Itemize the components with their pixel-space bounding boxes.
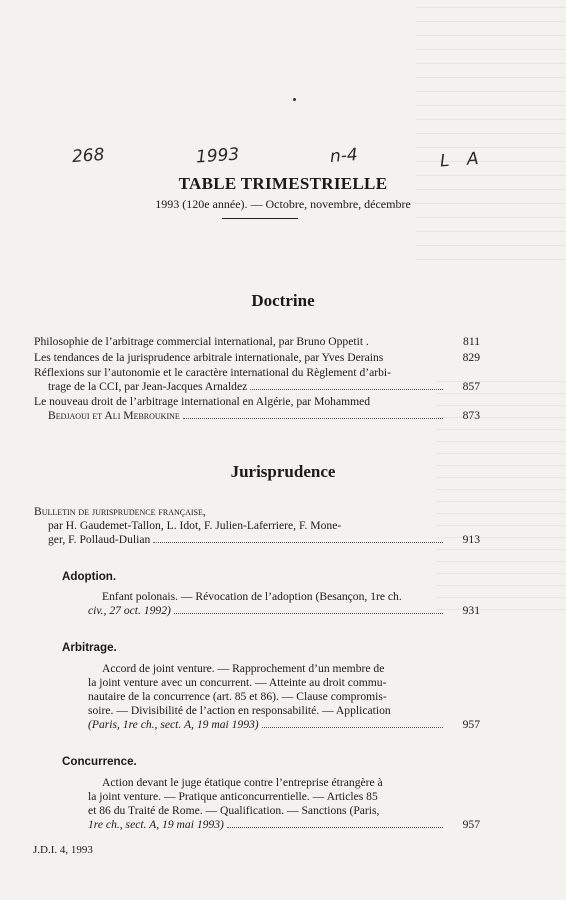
- subsection-heading-arbitrage: Arbitrage.: [62, 641, 117, 654]
- entry-text-line1: Réflexions sur l’autonomie et le caractère international du Règlement d’arbi-: [34, 366, 392, 379]
- page-number: 811: [463, 335, 480, 348]
- entry-text: Philosophie de l’arbitrage commercial international, par Bruno Oppetit .: [34, 335, 369, 348]
- entry-text-line2: civ., 27 oct. 1992): [88, 604, 171, 617]
- bleed-through-top: [416, 0, 566, 260]
- entry-text-line4: 1re ch., sect. A, 19 mai 1993): [88, 818, 224, 831]
- dot-leader: [153, 533, 443, 543]
- page-number: 913: [462, 533, 480, 546]
- handwritten-note-right: L A: [439, 148, 486, 172]
- section-heading-jurisprudence: Jurisprudence: [230, 462, 336, 481]
- ink-dot: [293, 98, 296, 101]
- page-number: 829: [462, 351, 480, 364]
- title-rule: [222, 218, 298, 219]
- page-number: 857: [462, 380, 480, 393]
- entry-text-line5: (Paris, 1re ch., sect. A, 19 mai 1993): [88, 718, 259, 731]
- toc-entry: [88, 662, 446, 732]
- entry-text-line2: la joint venture. — Pratique anticoncurrentielle. — Articles 85: [88, 790, 378, 803]
- toc-entry: [34, 351, 446, 365]
- section-heading-doctrine: Doctrine: [251, 291, 315, 310]
- page-footer: J.D.I. 4, 1993: [33, 844, 93, 856]
- entry-text-line3: nautaire de la concurrence (art. 85 et 86). — Clause compromis-: [88, 690, 387, 703]
- entry-text-line1: Bulletin de jurisprudence française,: [34, 505, 206, 518]
- subsection-heading-adoption: Adoption.: [62, 570, 117, 583]
- entry-text-line2: la joint venture avec un concurrent. — Atteinte au droit commu-: [88, 676, 387, 689]
- page-number: 957: [462, 818, 480, 831]
- page-subtitle: 1993 (120e année). — Octobre, novembre, décembre: [155, 197, 411, 211]
- entry-text: Les tendances de la jurisprudence arbitrale internationale, par Yves Derains: [34, 351, 384, 364]
- entry-text-line3: et 86 du Traité de Rome. — Qualification. — Sanctions (Paris,: [88, 804, 380, 817]
- toc-entry: [88, 590, 446, 618]
- dot-leader: [174, 604, 443, 614]
- entry-text-line1: Enfant polonais. — Révocation de l’adoption (Besançon, 1re ch.: [102, 590, 402, 603]
- entry-text-line2: trage de la CCI, par Jean-Jacques Arnaldez: [48, 380, 248, 393]
- entry-text-line2: Bedjaoui et Ali Mebroukine: [48, 409, 180, 422]
- handwritten-note-year: 1993: [195, 144, 240, 168]
- page-number: 957: [462, 718, 480, 731]
- toc-entry: [88, 776, 446, 832]
- entry-text-line1: Accord de joint venture. — Rapprochement d’un membre de: [102, 662, 385, 675]
- dot-leader: [262, 718, 443, 728]
- handwritten-note-number: n-4: [329, 145, 359, 167]
- bleed-through-middle: [436, 380, 566, 610]
- entry-text-line2: par H. Gaudemet-Tallon, L. Idot, F. Julien-Laferriere, F. Mone-: [48, 519, 342, 532]
- dot-leader: [227, 818, 443, 828]
- dot-leader: [250, 380, 443, 390]
- toc-entry-bulletin: [34, 505, 446, 547]
- page-title: TABLE TRIMESTRIELLE: [178, 174, 388, 193]
- entry-text-line1: Action devant le juge étatique contre l’entreprise étrangère à: [102, 776, 383, 789]
- entry-text-line4: soire. — Divisibilité de l’action en responsabilité. — Application: [88, 704, 391, 717]
- handwritten-note-left: 268: [71, 144, 106, 168]
- toc-entry: [34, 395, 446, 423]
- subsection-heading-concurrence: Concurrence.: [62, 755, 137, 768]
- page-number: 873: [462, 409, 480, 422]
- toc-entry: [34, 366, 446, 394]
- toc-entry: [34, 335, 446, 349]
- dot-leader: [183, 409, 443, 419]
- entry-text-line1: Le nouveau droit de l’arbitrage international en Algérie, par Mohammed: [34, 395, 371, 408]
- entry-text-line3: ger, F. Pollaud-Dulian: [48, 533, 151, 546]
- page-number: 931: [462, 604, 480, 617]
